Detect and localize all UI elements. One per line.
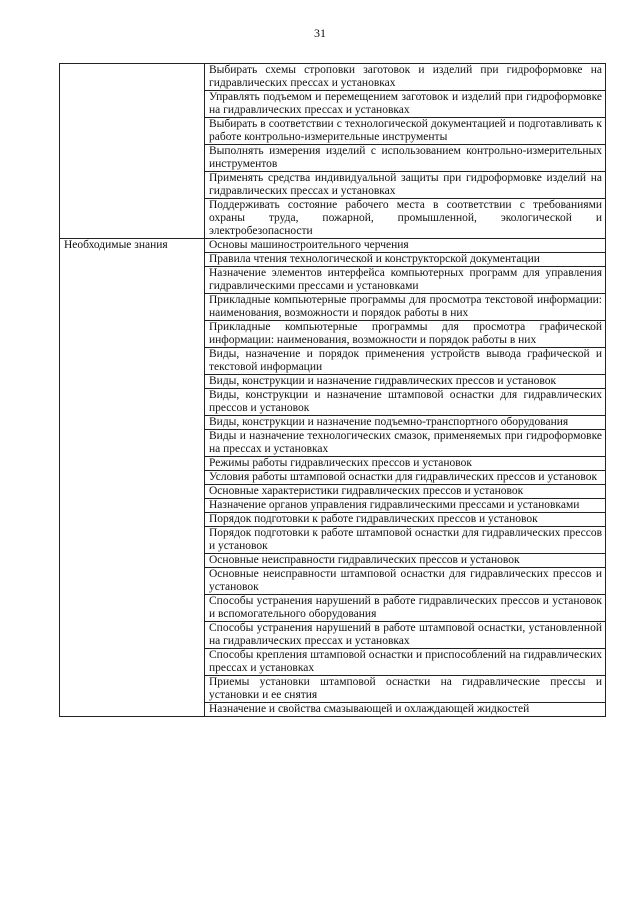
knowledge-item: Основные неисправности гидравлических прессов и установок (205, 554, 606, 568)
skills-item: Управлять подъемом и перемещением заготовок и изделий при гидроформовке на гидравлических прессах и установках (205, 91, 606, 118)
knowledge-item: Порядок подготовки к работе штамповой оснастки для гидравлических прессов и установок (205, 527, 606, 554)
knowledge-label-cell: Необходимые знания (60, 239, 205, 717)
knowledge-item: Режимы работы гидравлических прессов и установок (205, 457, 606, 471)
skills-item: Выбирать в соответствии с технологической документацией и подготавливать к работе контрольно-измерительные инструменты (205, 118, 606, 145)
knowledge-item: Основные характеристики гидравлических прессов и установок (205, 485, 606, 499)
knowledge-item: Виды, назначение и порядок применения устройств вывода графической и текстовой информации (205, 348, 606, 375)
skills-item: Выбирать схемы строповки заготовок и изделий при гидроформовке на гидравлических прессах и установках (205, 64, 606, 91)
knowledge-item: Приемы установки штамповой оснастки на гидравлические прессы и установки и ее снятия (205, 676, 606, 703)
knowledge-item: Прикладные компьютерные программы для просмотра графической информации: наименования, возможности и порядок работы в них (205, 321, 606, 348)
knowledge-item: Виды, конструкции и назначение гидравлических прессов и установок (205, 375, 606, 389)
knowledge-item: Виды, конструкции и назначение штамповой оснастки для гидравлических прессов и установок (205, 389, 606, 416)
skills-item: Применять средства индивидуальной защиты при гидроформовке изделий на гидравлических прессах и установках (205, 172, 606, 199)
table-row (60, 64, 606, 91)
knowledge-item: Виды и назначение технологических смазок, применяемых при гидроформовке на прессах и установках (205, 430, 606, 457)
knowledge-item: Виды, конструкции и назначение подъемно-транспортного оборудования (205, 416, 606, 430)
skills-item: Выполнять измерения изделий с использованием контрольно-измерительных инструментов (205, 145, 606, 172)
knowledge-item: Основные неисправности штамповой оснастки для гидравлических прессов и установок (205, 568, 606, 595)
knowledge-item: Порядок подготовки к работе гидравлических прессов и установок (205, 513, 606, 527)
knowledge-item: Назначение органов управления гидравлическими прессами и установками (205, 499, 606, 513)
knowledge-item: Способы устранения нарушений в работе гидравлических прессов и установок и вспомогательного оборудования (205, 595, 606, 622)
knowledge-item: Назначение элементов интерфейса компьютерных программ для управления гидравлическими прессами и установками (205, 267, 606, 294)
knowledge-item: Основы машиностроительного черчения (205, 239, 606, 253)
skills-item: Поддерживать состояние рабочего места в соответствии с требованиями охраны труда, пожарной, промышленной, экологической и электробезопасности (205, 199, 606, 239)
knowledge-item: Способы устранения нарушений в работе штамповой оснастки, установленной на гидравлических прессах и установках (205, 622, 606, 649)
skills-label-cell (60, 64, 205, 239)
knowledge-item: Правила чтения технологической и конструкторской документации (205, 253, 606, 267)
knowledge-item: Прикладные компьютерные программы для просмотра текстовой информации: наименования, возможности и порядок работы в них (205, 294, 606, 321)
requirements-table-body (60, 64, 606, 717)
table-row (60, 239, 606, 253)
requirements-table (59, 63, 606, 717)
knowledge-item: Способы крепления штамповой оснастки и приспособлений на гидравлических прессах и установках (205, 649, 606, 676)
knowledge-item: Условия работы штамповой оснастки для гидравлических прессов и установок (205, 471, 606, 485)
knowledge-item: Назначение и свойства смазывающей и охлаждающей жидкостей (205, 703, 606, 717)
page-number: 31 (314, 26, 326, 40)
